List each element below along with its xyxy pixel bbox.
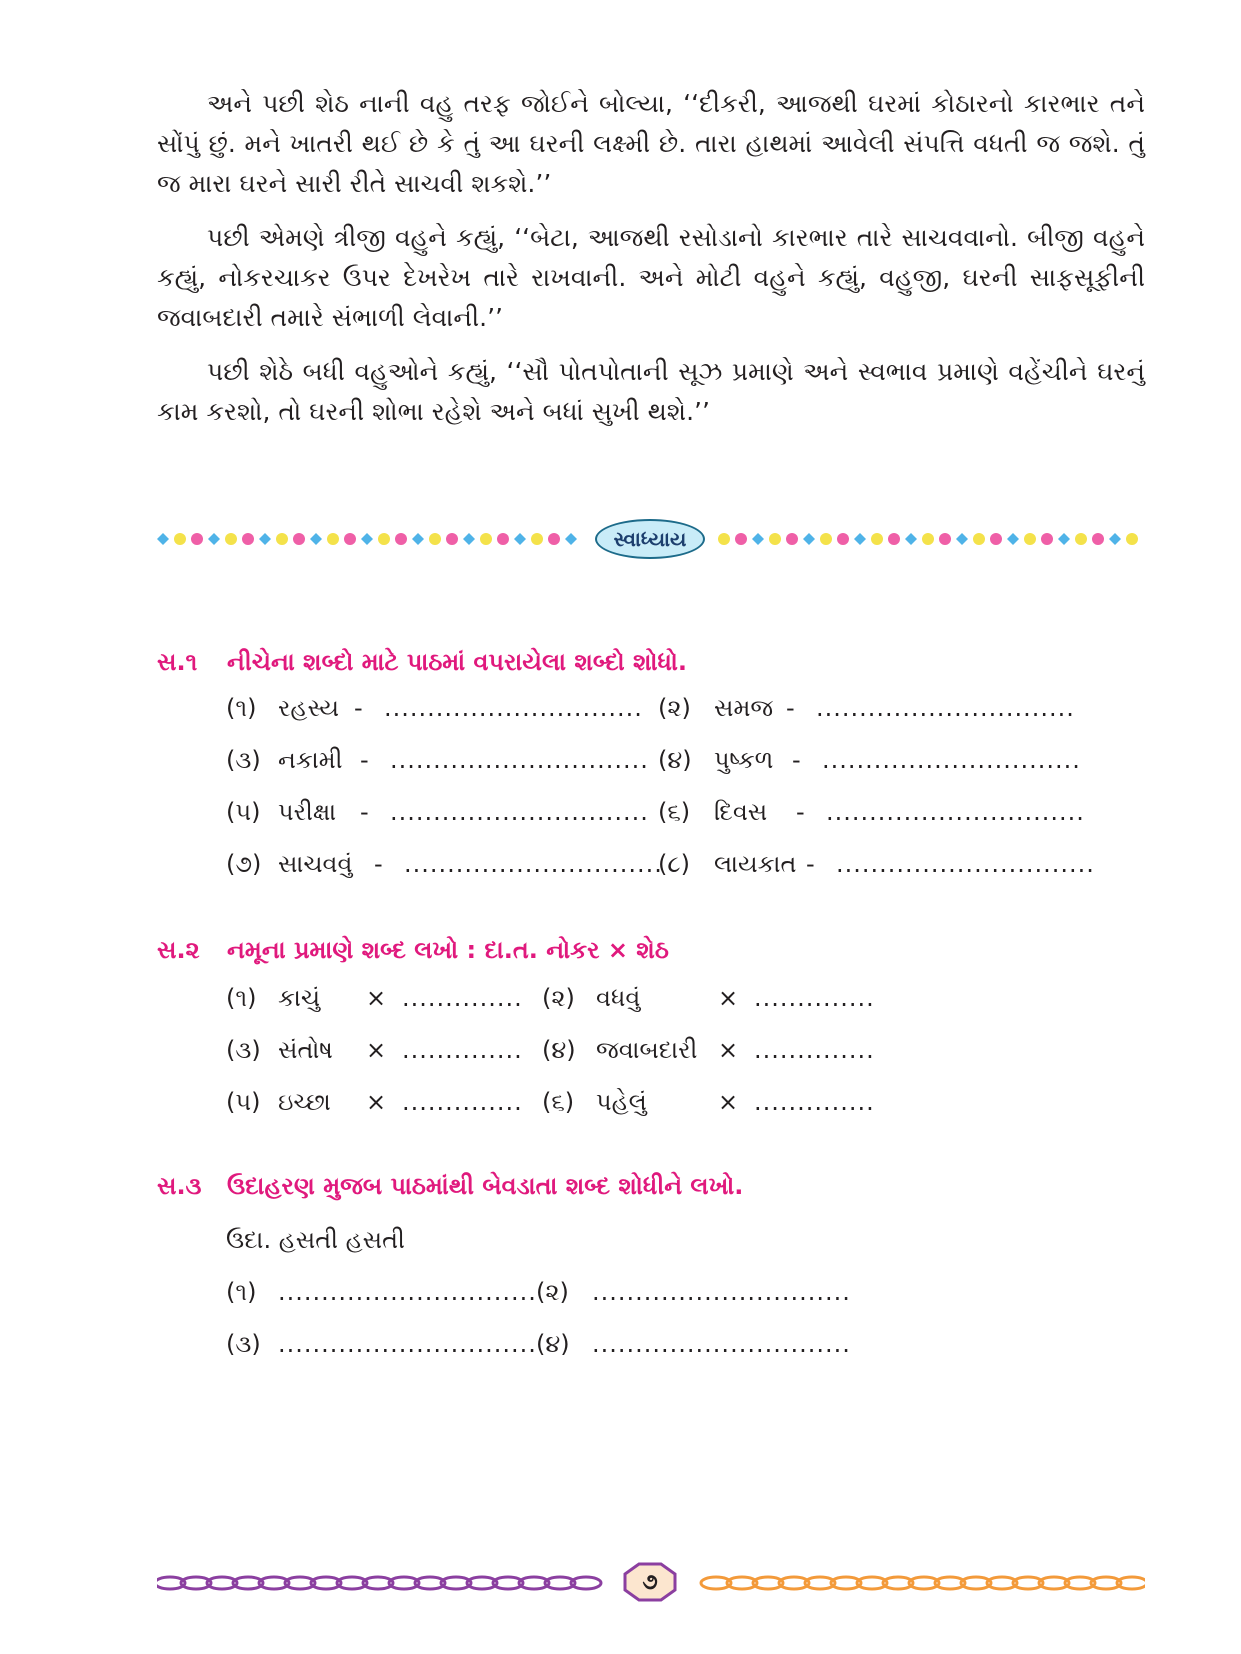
story-paragraph-1: અને પછી શેઠ નાની વહુ તરફ જોઈને બોલ્યા, ‘‘દીકરી, આજથી ઘરમાં કોઠારનો કારભાર તને સોંપું છું. મને ખાતરી થઈ છે કે તું આ ઘરની લક્ષ્મી છે. તારા હાથમાં આવેલી સંપત્તિ વધતી જ જશે. તું જ મારા ઘરને સારી રીતે સાચવી શકશે.’’ — [157, 89, 1145, 198]
item-number: (૪) — [658, 746, 692, 774]
item-number: (૬) — [658, 798, 691, 826]
item-number: (૨) — [658, 694, 691, 722]
ornament-dot — [1075, 533, 1087, 545]
section-title-badge — [595, 519, 705, 559]
item-number: (૪) — [542, 1036, 576, 1064]
section-title: સ્વાધ્યાય — [613, 527, 687, 551]
answer-blank[interactable]: .............. — [402, 1036, 523, 1064]
item-number: (૩) — [226, 1036, 261, 1064]
item-word: જવાબદારી — [596, 1036, 698, 1064]
item-word: લાયકાત — [714, 850, 797, 878]
ornament-diamond — [803, 533, 815, 545]
section-divider — [157, 519, 1145, 559]
ornament-diamond — [463, 533, 475, 545]
example-text: ઉદા. હસતી હસતી — [226, 1226, 405, 1254]
page-number: ૭ — [642, 1569, 658, 1595]
item-number: (૩) — [226, 746, 261, 774]
item-dash: - — [374, 850, 383, 878]
ornament-dot — [531, 533, 543, 545]
ornament-diamond — [1109, 533, 1121, 545]
ornament-diamond — [565, 533, 577, 545]
item-word: વધવું — [596, 984, 641, 1012]
item-number: (૧) — [226, 1278, 257, 1306]
answer-blank[interactable]: .............. — [754, 1036, 875, 1064]
answer-blank[interactable]: .............................. — [278, 1330, 537, 1358]
ornament-dot — [888, 533, 900, 545]
answer-blank[interactable]: .............. — [402, 1088, 523, 1116]
ornament-dot — [480, 533, 492, 545]
cross-sign: × — [366, 1088, 387, 1116]
answer-blank[interactable]: .............................. — [384, 694, 643, 722]
ornament-dot — [446, 533, 458, 545]
question-3-heading — [157, 1172, 743, 1200]
answer-blank[interactable]: .............................. — [278, 1278, 537, 1306]
ornament-diamond — [259, 533, 271, 545]
ornament-diamond — [361, 533, 373, 545]
cross-sign: × — [366, 1036, 387, 1064]
answer-blank[interactable]: .............................. — [822, 746, 1081, 774]
ornament-dot — [174, 533, 186, 545]
page-footer — [157, 1560, 1145, 1606]
item-word: ઇચ્છા — [278, 1088, 331, 1116]
ornament-dot — [293, 533, 305, 545]
item-word: નકામી — [278, 746, 343, 774]
ornament-dot — [242, 533, 254, 545]
question-number: સ.૩ — [157, 1172, 202, 1200]
answer-blank[interactable]: .............................. — [592, 1330, 851, 1358]
ornament-diamond — [514, 533, 526, 545]
ornament-dot — [497, 533, 509, 545]
cross-sign: × — [366, 984, 387, 1012]
ornament-dot — [548, 533, 560, 545]
answer-blank[interactable]: .............. — [402, 984, 523, 1012]
ornament-dot — [395, 533, 407, 545]
item-word: રહસ્ય — [278, 694, 340, 722]
question-1-heading — [157, 648, 687, 676]
ornament-dot — [735, 533, 747, 545]
answer-blank[interactable]: .............................. — [390, 746, 649, 774]
item-number: (૭) — [226, 850, 262, 878]
item-number: (૮) — [658, 850, 690, 878]
answer-blank[interactable]: .............................. — [826, 798, 1085, 826]
answer-blank[interactable]: .............................. — [592, 1278, 851, 1306]
question-text: નીચેના શબ્દો માટે પાઠમાં વપરાયેલા શબ્દો શોધો. — [227, 648, 688, 676]
ornament-diamond — [208, 533, 220, 545]
cross-sign: × — [718, 1088, 739, 1116]
item-word: દિવસ — [714, 798, 768, 826]
ornament-dot — [1092, 533, 1104, 545]
ornament-diamond — [905, 533, 917, 545]
item-dash: - — [796, 798, 805, 826]
ornament-diamond — [1007, 533, 1019, 545]
ornament-dot — [1041, 533, 1053, 545]
item-word: સાચવવું — [278, 850, 353, 878]
question-2-heading — [157, 936, 669, 964]
ornament-dot — [786, 533, 798, 545]
story-paragraph-3: પછી શેઠે બધી વહુઓને કહ્યું, ‘‘સૌ પોતપોતાની સૂઝ પ્રમાણે અને સ્વભાવ પ્રમાણે વહેંચીને ઘરનું કામ કરશો, તો ઘરની શોભા રહેશે અને બધાં સુખી થશે.’’ — [157, 357, 1145, 426]
ornament-dot — [327, 533, 339, 545]
item-dash: - — [360, 798, 369, 826]
answer-blank[interactable]: .............................. — [836, 850, 1095, 878]
item-number: (૨) — [536, 1278, 569, 1306]
ornament-dot — [1126, 533, 1138, 545]
story-paragraph-2: પછી એમણે ત્રીજી વહુને કહ્યું, ‘‘બેટા, આજથી રસોડાનો કારભાર તારે સાચવવાનો. બીજી વહુને કહ્યું, નોકરચાકર ઉપર દેખરેખ તારે રાખવાની. અને મોટી વહુને કહ્યું, વહુજી, ઘરની સાફસૂફીની જવાબદારી તમારે સંભાળી લેવાની.’’ — [157, 223, 1145, 332]
answer-blank[interactable]: .............. — [754, 1088, 875, 1116]
item-word: કાચું — [278, 984, 321, 1012]
ornament-diamond — [956, 533, 968, 545]
ornament-dot — [922, 533, 934, 545]
question-number: સ.૨ — [157, 936, 200, 964]
ornament-dot — [191, 533, 203, 545]
item-number: (૫) — [226, 1088, 261, 1116]
item-dash: - — [792, 746, 801, 774]
item-number: (૬) — [542, 1088, 575, 1116]
ornament-diamond — [1058, 533, 1070, 545]
ornament-dot — [990, 533, 1002, 545]
answer-blank[interactable]: .............................. — [404, 850, 663, 878]
ornament-dot — [429, 533, 441, 545]
question-text: નમૂના પ્રમાણે શબ્દ લખો : દા.ત. નોકર × શેઠ — [227, 936, 669, 964]
answer-blank[interactable]: .............................. — [816, 694, 1075, 722]
ornament-dot — [718, 533, 730, 545]
ornament-dot — [871, 533, 883, 545]
ornament-diamond — [854, 533, 866, 545]
cross-sign: × — [718, 984, 739, 1012]
item-number: (૫) — [226, 798, 261, 826]
ornament-dot — [939, 533, 951, 545]
ornament-dot — [820, 533, 832, 545]
item-word: સમજ — [714, 694, 774, 722]
item-dash: - — [354, 694, 363, 722]
ornament-dot — [837, 533, 849, 545]
page-number-badge — [623, 1562, 677, 1602]
ornament-dot — [1024, 533, 1036, 545]
item-dash: - — [360, 746, 369, 774]
item-number: (૪) — [536, 1330, 570, 1358]
item-word: પહેલું — [596, 1088, 647, 1116]
item-dash: - — [786, 694, 795, 722]
ornament-diamond — [310, 533, 322, 545]
item-word: પરીક્ષા — [278, 798, 337, 826]
ornament-dot — [276, 533, 288, 545]
ornament-diamond — [752, 533, 764, 545]
ornament-diamond — [412, 533, 424, 545]
item-number: (૧) — [226, 694, 257, 722]
question-text: ઉદાહરણ મુજબ પાઠમાંથી બેવડાતા શબ્દ શોધીને લખો. — [227, 1172, 744, 1200]
item-word: પુષ્કળ — [714, 746, 774, 774]
item-number: (૩) — [226, 1330, 261, 1358]
item-number: (૨) — [542, 984, 575, 1012]
item-word: સંતોષ — [278, 1036, 333, 1064]
item-number: (૧) — [226, 984, 257, 1012]
item-dash: - — [806, 850, 815, 878]
answer-blank[interactable]: .............................. — [390, 798, 649, 826]
ornament-dot — [973, 533, 985, 545]
ornament-dot — [769, 533, 781, 545]
ornament-dot — [378, 533, 390, 545]
cross-sign: × — [718, 1036, 739, 1064]
ornament-dot — [225, 533, 237, 545]
ornament-diamond — [157, 533, 169, 545]
ornament-dot — [344, 533, 356, 545]
answer-blank[interactable]: .............. — [754, 984, 875, 1012]
question-number: સ.૧ — [157, 648, 198, 676]
